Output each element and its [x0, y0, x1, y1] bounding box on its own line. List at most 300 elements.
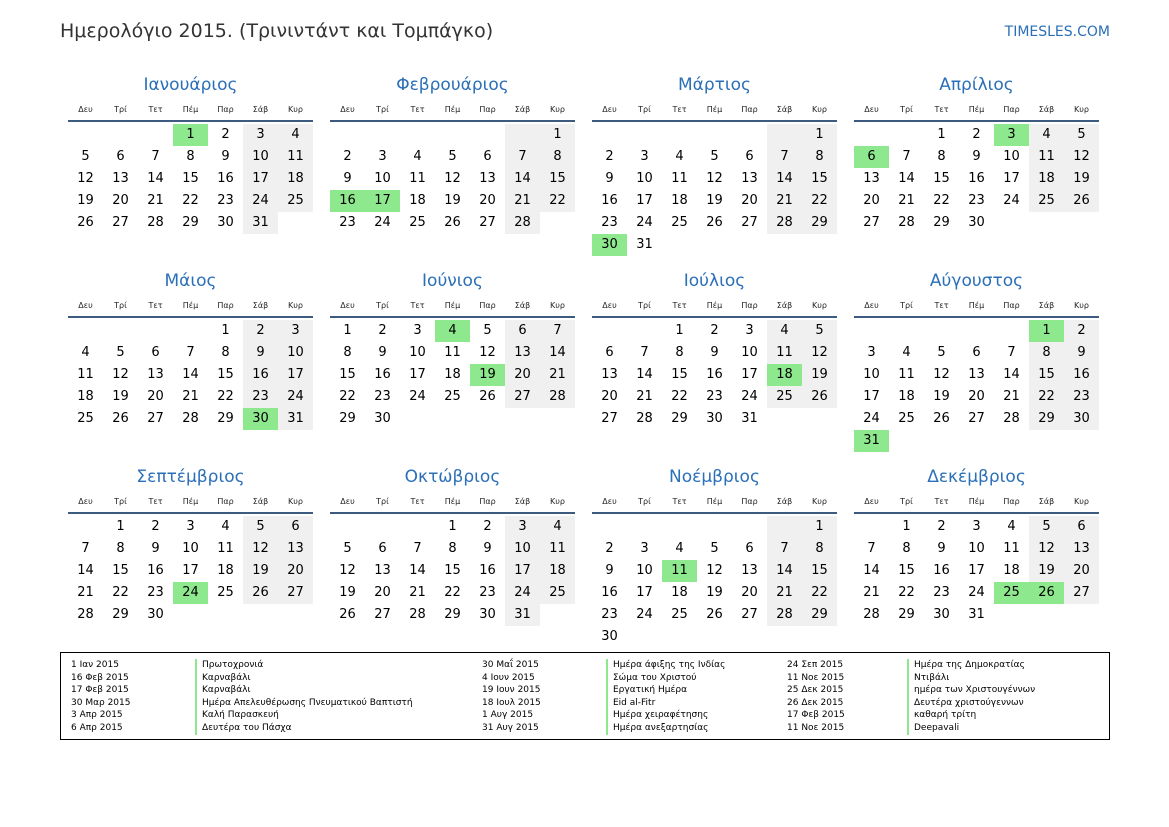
day-cell[interactable]: 21 — [636, 389, 653, 404]
day-cell[interactable]: 4 — [902, 345, 911, 360]
day-cell[interactable]: 31 — [968, 607, 985, 622]
day-cell[interactable]: 23 — [147, 585, 164, 600]
day-cell[interactable]: 25 — [671, 607, 688, 622]
day-cell[interactable]: 19 — [339, 585, 356, 600]
day-cell[interactable]: 14 — [636, 367, 653, 382]
day-cell[interactable]: 30 — [592, 234, 627, 256]
day-cell[interactable]: 5 — [710, 541, 719, 556]
day-cell[interactable]: 2 — [243, 320, 278, 342]
day-cell[interactable]: 3 — [378, 149, 387, 164]
day-cell[interactable]: 4 — [767, 320, 802, 342]
day-cell[interactable]: 27 — [374, 607, 391, 622]
day-cell[interactable]: 1 — [343, 323, 352, 338]
day-cell[interactable]: 24 — [741, 389, 758, 404]
day-cell[interactable]: 5 — [802, 320, 837, 342]
day-cell[interactable]: 20 — [741, 193, 758, 208]
day-cell[interactable]: 17 — [505, 560, 540, 582]
day-cell[interactable]: 16 — [217, 171, 234, 186]
day-cell[interactable]: 3 — [640, 541, 649, 556]
day-cell[interactable]: 29 — [182, 215, 199, 230]
day-cell[interactable]: 11 — [409, 171, 426, 186]
day-cell[interactable]: 28 — [863, 607, 880, 622]
day-cell[interactable]: 2 — [1064, 320, 1099, 342]
day-cell[interactable]: 16 — [243, 364, 278, 386]
day-cell[interactable]: 25 — [278, 190, 313, 212]
day-cell[interactable]: 26 — [706, 607, 723, 622]
day-cell[interactable]: 28 — [77, 607, 94, 622]
day-cell[interactable]: 7 — [81, 541, 90, 556]
day-cell[interactable]: 13 — [505, 342, 540, 364]
day-cell[interactable]: 4 — [675, 149, 684, 164]
day-cell[interactable]: 9 — [972, 149, 981, 164]
day-cell[interactable]: 21 — [409, 585, 426, 600]
day-cell[interactable]: 11 — [77, 367, 94, 382]
day-cell[interactable]: 1 — [221, 323, 230, 338]
day-cell[interactable]: 26 — [933, 411, 950, 426]
day-cell[interactable]: 26 — [112, 411, 129, 426]
day-cell[interactable]: 25 — [767, 386, 802, 408]
day-cell[interactable]: 6 — [605, 345, 614, 360]
day-cell[interactable]: 8 — [540, 146, 575, 168]
day-cell[interactable]: 3 — [505, 516, 540, 538]
day-cell[interactable]: 31 — [505, 604, 540, 626]
day-cell[interactable]: 30 — [243, 408, 278, 430]
day-cell[interactable]: 24 — [409, 389, 426, 404]
day-cell[interactable]: 11 — [898, 367, 915, 382]
day-cell[interactable]: 18 — [444, 367, 461, 382]
day-cell[interactable]: 20 — [741, 585, 758, 600]
day-cell[interactable]: 8 — [116, 541, 125, 556]
day-cell[interactable]: 9 — [937, 541, 946, 556]
day-cell[interactable]: 7 — [902, 149, 911, 164]
day-cell[interactable]: 18 — [898, 389, 915, 404]
day-cell[interactable]: 6 — [745, 541, 754, 556]
day-cell[interactable]: 15 — [540, 168, 575, 190]
day-cell[interactable]: 25 — [217, 585, 234, 600]
day-cell[interactable]: 15 — [671, 367, 688, 382]
day-cell[interactable]: 27 — [968, 411, 985, 426]
day-cell[interactable]: 12 — [243, 538, 278, 560]
day-cell[interactable]: 21 — [182, 389, 199, 404]
day-cell[interactable]: 24 — [863, 411, 880, 426]
day-cell[interactable]: 25 — [444, 389, 461, 404]
day-cell[interactable]: 8 — [802, 538, 837, 560]
day-cell[interactable]: 21 — [898, 193, 915, 208]
day-cell[interactable]: 13 — [147, 367, 164, 382]
day-cell[interactable]: 5 — [448, 149, 457, 164]
day-cell[interactable]: 29 — [1029, 408, 1064, 430]
day-cell[interactable]: 9 — [243, 342, 278, 364]
day-cell[interactable]: 28 — [1003, 411, 1020, 426]
day-cell[interactable]: 17 — [243, 168, 278, 190]
day-cell[interactable]: 22 — [112, 585, 129, 600]
day-cell[interactable]: 13 — [741, 563, 758, 578]
day-cell[interactable]: 6 — [854, 146, 889, 168]
day-cell[interactable]: 20 — [479, 193, 496, 208]
day-cell[interactable]: 22 — [444, 585, 461, 600]
day-cell[interactable]: 27 — [505, 386, 540, 408]
day-cell[interactable]: 17 — [1003, 171, 1020, 186]
day-cell[interactable]: 23 — [479, 585, 496, 600]
day-cell[interactable]: 30 — [374, 411, 391, 426]
day-cell[interactable]: 21 — [767, 190, 802, 212]
day-cell[interactable]: 16 — [1064, 364, 1099, 386]
day-cell[interactable]: 31 — [741, 411, 758, 426]
day-cell[interactable]: 5 — [343, 541, 352, 556]
day-cell[interactable]: 3 — [994, 124, 1029, 146]
day-cell[interactable]: 19 — [706, 585, 723, 600]
day-cell[interactable]: 21 — [540, 364, 575, 386]
day-cell[interactable]: 4 — [1029, 124, 1064, 146]
day-cell[interactable]: 19 — [112, 389, 129, 404]
day-cell[interactable]: 2 — [605, 541, 614, 556]
day-cell[interactable]: 15 — [217, 367, 234, 382]
day-cell[interactable]: 6 — [483, 149, 492, 164]
day-cell[interactable]: 7 — [151, 149, 160, 164]
day-cell[interactable]: 26 — [1064, 190, 1099, 212]
day-cell[interactable]: 11 — [217, 541, 234, 556]
day-cell[interactable]: 2 — [972, 127, 981, 142]
day-cell[interactable]: 7 — [1007, 345, 1016, 360]
day-cell[interactable]: 18 — [540, 560, 575, 582]
day-cell[interactable]: 28 — [147, 215, 164, 230]
day-cell[interactable]: 1 — [116, 519, 125, 534]
day-cell[interactable]: 10 — [1003, 149, 1020, 164]
day-cell[interactable]: 20 — [374, 585, 391, 600]
day-cell[interactable]: 12 — [444, 171, 461, 186]
day-cell[interactable]: 16 — [479, 563, 496, 578]
day-cell[interactable]: 24 — [636, 215, 653, 230]
day-cell[interactable]: 10 — [278, 342, 313, 364]
day-cell[interactable]: 22 — [933, 193, 950, 208]
day-cell[interactable]: 10 — [636, 563, 653, 578]
day-cell[interactable]: 11 — [444, 345, 461, 360]
day-cell[interactable]: 7 — [186, 345, 195, 360]
day-cell[interactable]: 30 — [601, 629, 618, 644]
day-cell[interactable]: 20 — [1064, 560, 1099, 582]
day-cell[interactable]: 5 — [710, 149, 719, 164]
day-cell[interactable]: 3 — [640, 149, 649, 164]
day-cell[interactable]: 22 — [1029, 386, 1064, 408]
day-cell[interactable]: 5 — [116, 345, 125, 360]
day-cell[interactable]: 11 — [662, 560, 697, 582]
day-cell[interactable]: 6 — [1064, 516, 1099, 538]
day-cell[interactable]: 27 — [112, 215, 129, 230]
day-cell[interactable]: 20 — [863, 193, 880, 208]
day-cell[interactable]: 11 — [671, 171, 688, 186]
day-cell[interactable]: 22 — [802, 190, 837, 212]
day-cell[interactable]: 16 — [933, 563, 950, 578]
day-cell[interactable]: 20 — [147, 389, 164, 404]
day-cell[interactable]: 18 — [409, 193, 426, 208]
day-cell[interactable]: 5 — [1064, 124, 1099, 146]
day-cell[interactable]: 14 — [147, 171, 164, 186]
day-cell[interactable]: 28 — [505, 212, 540, 234]
day-cell[interactable]: 16 — [374, 367, 391, 382]
day-cell[interactable]: 1 — [675, 323, 684, 338]
day-cell[interactable]: 4 — [278, 124, 313, 146]
day-cell[interactable]: 16 — [706, 367, 723, 382]
day-cell[interactable]: 13 — [374, 563, 391, 578]
day-cell[interactable]: 1 — [802, 516, 837, 538]
day-cell[interactable]: 6 — [972, 345, 981, 360]
day-cell[interactable]: 2 — [343, 149, 352, 164]
day-cell[interactable]: 31 — [854, 430, 889, 452]
day-cell[interactable]: 12 — [706, 563, 723, 578]
day-cell[interactable]: 3 — [413, 323, 422, 338]
day-cell[interactable]: 8 — [448, 541, 457, 556]
day-cell[interactable]: 9 — [221, 149, 230, 164]
day-cell[interactable]: 13 — [601, 367, 618, 382]
day-cell[interactable]: 21 — [863, 585, 880, 600]
day-cell[interactable]: 18 — [767, 364, 802, 386]
day-cell[interactable]: 14 — [409, 563, 426, 578]
day-cell[interactable]: 2 — [151, 519, 160, 534]
day-cell[interactable]: 25 — [898, 411, 915, 426]
day-cell[interactable]: 1 — [902, 519, 911, 534]
day-cell[interactable]: 11 — [278, 146, 313, 168]
day-cell[interactable]: 7 — [867, 541, 876, 556]
day-cell[interactable]: 5 — [1029, 516, 1064, 538]
day-cell[interactable]: 10 — [505, 538, 540, 560]
day-cell[interactable]: 14 — [767, 168, 802, 190]
day-cell[interactable]: 19 — [802, 364, 837, 386]
day-cell[interactable]: 28 — [898, 215, 915, 230]
day-cell[interactable]: 19 — [706, 193, 723, 208]
day-cell[interactable]: 30 — [479, 607, 496, 622]
day-cell[interactable]: 7 — [767, 146, 802, 168]
day-cell[interactable]: 26 — [802, 386, 837, 408]
day-cell[interactable]: 6 — [151, 345, 160, 360]
day-cell[interactable]: 22 — [217, 389, 234, 404]
day-cell[interactable]: 4 — [540, 516, 575, 538]
day-cell[interactable]: 12 — [933, 367, 950, 382]
day-cell[interactable]: 27 — [741, 215, 758, 230]
day-cell[interactable]: 26 — [706, 215, 723, 230]
day-cell[interactable]: 9 — [605, 563, 614, 578]
day-cell[interactable]: 22 — [339, 389, 356, 404]
day-cell[interactable]: 2 — [605, 149, 614, 164]
day-cell[interactable]: 19 — [1064, 168, 1099, 190]
day-cell[interactable]: 14 — [767, 560, 802, 582]
day-cell[interactable]: 4 — [1007, 519, 1016, 534]
day-cell[interactable]: 8 — [221, 345, 230, 360]
day-cell[interactable]: 15 — [182, 171, 199, 186]
day-cell[interactable]: 17 — [278, 364, 313, 386]
day-cell[interactable]: 1 — [937, 127, 946, 142]
day-cell[interactable]: 29 — [112, 607, 129, 622]
day-cell[interactable]: 22 — [182, 193, 199, 208]
day-cell[interactable]: 12 — [1029, 538, 1064, 560]
day-cell[interactable]: 10 — [243, 146, 278, 168]
day-cell[interactable]: 9 — [151, 541, 160, 556]
day-cell[interactable]: 27 — [863, 215, 880, 230]
day-cell[interactable]: 9 — [1064, 342, 1099, 364]
day-cell[interactable]: 31 — [636, 237, 653, 252]
day-cell[interactable]: 23 — [601, 607, 618, 622]
day-cell[interactable]: 27 — [147, 411, 164, 426]
day-cell[interactable]: 14 — [1003, 367, 1020, 382]
day-cell[interactable]: 16 — [601, 585, 618, 600]
day-cell[interactable]: 25 — [77, 411, 94, 426]
day-cell[interactable]: 26 — [1029, 582, 1064, 604]
day-cell[interactable]: 12 — [479, 345, 496, 360]
day-cell[interactable]: 15 — [802, 560, 837, 582]
day-cell[interactable]: 28 — [182, 411, 199, 426]
day-cell[interactable]: 28 — [767, 212, 802, 234]
day-cell[interactable]: 14 — [77, 563, 94, 578]
day-cell[interactable]: 16 — [601, 193, 618, 208]
day-cell[interactable]: 15 — [339, 367, 356, 382]
day-cell[interactable]: 10 — [409, 345, 426, 360]
day-cell[interactable]: 14 — [863, 563, 880, 578]
day-cell[interactable]: 16 — [330, 190, 365, 212]
day-cell[interactable]: 19 — [444, 193, 461, 208]
day-cell[interactable]: 4 — [221, 519, 230, 534]
day-cell[interactable]: 15 — [802, 168, 837, 190]
day-cell[interactable]: 26 — [479, 389, 496, 404]
day-cell[interactable]: 15 — [933, 171, 950, 186]
day-cell[interactable]: 17 — [636, 585, 653, 600]
day-cell[interactable]: 21 — [77, 585, 94, 600]
day-cell[interactable]: 22 — [802, 582, 837, 604]
day-cell[interactable]: 18 — [217, 563, 234, 578]
day-cell[interactable]: 2 — [937, 519, 946, 534]
day-cell[interactable]: 1 — [1029, 320, 1064, 342]
day-cell[interactable]: 26 — [243, 582, 278, 604]
day-cell[interactable]: 19 — [77, 193, 94, 208]
day-cell[interactable]: 2 — [710, 323, 719, 338]
day-cell[interactable]: 13 — [278, 538, 313, 560]
day-cell[interactable]: 8 — [937, 149, 946, 164]
day-cell[interactable]: 3 — [186, 519, 195, 534]
day-cell[interactable]: 18 — [1029, 168, 1064, 190]
day-cell[interactable]: 8 — [902, 541, 911, 556]
day-cell[interactable]: 22 — [671, 389, 688, 404]
day-cell[interactable]: 11 — [1003, 541, 1020, 556]
day-cell[interactable]: 30 — [147, 607, 164, 622]
day-cell[interactable]: 29 — [933, 215, 950, 230]
day-cell[interactable]: 15 — [444, 563, 461, 578]
day-cell[interactable]: 24 — [173, 582, 208, 604]
day-cell[interactable]: 13 — [112, 171, 129, 186]
day-cell[interactable]: 1 — [448, 519, 457, 534]
day-cell[interactable]: 13 — [968, 367, 985, 382]
day-cell[interactable]: 19 — [470, 364, 505, 386]
day-cell[interactable]: 18 — [77, 389, 94, 404]
day-cell[interactable]: 23 — [968, 193, 985, 208]
day-cell[interactable]: 14 — [540, 342, 575, 364]
day-cell[interactable]: 12 — [339, 563, 356, 578]
day-cell[interactable]: 19 — [1029, 560, 1064, 582]
day-cell[interactable]: 7 — [413, 541, 422, 556]
day-cell[interactable]: 9 — [343, 171, 352, 186]
day-cell[interactable]: 27 — [601, 411, 618, 426]
day-cell[interactable]: 19 — [243, 560, 278, 582]
day-cell[interactable]: 17 — [968, 563, 985, 578]
day-cell[interactable]: 14 — [898, 171, 915, 186]
day-cell[interactable]: 26 — [444, 215, 461, 230]
day-cell[interactable]: 27 — [278, 582, 313, 604]
day-cell[interactable]: 29 — [802, 604, 837, 626]
day-cell[interactable]: 29 — [217, 411, 234, 426]
day-cell[interactable]: 22 — [898, 585, 915, 600]
day-cell[interactable]: 30 — [968, 215, 985, 230]
day-cell[interactable]: 18 — [671, 193, 688, 208]
day-cell[interactable]: 23 — [706, 389, 723, 404]
day-cell[interactable]: 9 — [710, 345, 719, 360]
day-cell[interactable]: 8 — [186, 149, 195, 164]
day-cell[interactable]: 23 — [601, 215, 618, 230]
day-cell[interactable]: 14 — [505, 168, 540, 190]
day-cell[interactable]: 28 — [540, 386, 575, 408]
day-cell[interactable]: 1 — [173, 124, 208, 146]
day-cell[interactable]: 18 — [278, 168, 313, 190]
day-cell[interactable]: 30 — [706, 411, 723, 426]
day-cell[interactable]: 10 — [374, 171, 391, 186]
day-cell[interactable]: 30 — [217, 215, 234, 230]
day-cell[interactable]: 27 — [479, 215, 496, 230]
day-cell[interactable]: 1 — [802, 124, 837, 146]
day-cell[interactable]: 23 — [1064, 386, 1099, 408]
day-cell[interactable]: 3 — [243, 124, 278, 146]
day-cell[interactable]: 2 — [221, 127, 230, 142]
day-cell[interactable]: 24 — [968, 585, 985, 600]
day-cell[interactable]: 21 — [1003, 389, 1020, 404]
day-cell[interactable]: 17 — [409, 367, 426, 382]
day-cell[interactable]: 24 — [278, 386, 313, 408]
day-cell[interactable]: 17 — [365, 190, 400, 212]
day-cell[interactable]: 18 — [671, 585, 688, 600]
day-cell[interactable]: 20 — [505, 364, 540, 386]
day-cell[interactable]: 12 — [802, 342, 837, 364]
day-cell[interactable]: 17 — [863, 389, 880, 404]
day-cell[interactable]: 27 — [1064, 582, 1099, 604]
day-cell[interactable]: 13 — [479, 171, 496, 186]
day-cell[interactable]: 20 — [968, 389, 985, 404]
day-cell[interactable]: 19 — [933, 389, 950, 404]
day-cell[interactable]: 13 — [863, 171, 880, 186]
day-cell[interactable]: 24 — [505, 582, 540, 604]
day-cell[interactable]: 29 — [802, 212, 837, 234]
day-cell[interactable]: 22 — [540, 190, 575, 212]
day-cell[interactable]: 7 — [505, 146, 540, 168]
day-cell[interactable]: 6 — [378, 541, 387, 556]
day-cell[interactable]: 28 — [636, 411, 653, 426]
day-cell[interactable]: 24 — [374, 215, 391, 230]
day-cell[interactable]: 10 — [741, 345, 758, 360]
day-cell[interactable]: 6 — [505, 320, 540, 342]
day-cell[interactable]: 26 — [77, 215, 94, 230]
day-cell[interactable]: 9 — [605, 171, 614, 186]
day-cell[interactable]: 17 — [182, 563, 199, 578]
day-cell[interactable]: 11 — [540, 538, 575, 560]
day-cell[interactable]: 4 — [435, 320, 470, 342]
day-cell[interactable]: 25 — [671, 215, 688, 230]
day-cell[interactable]: 12 — [1064, 146, 1099, 168]
day-cell[interactable]: 12 — [77, 171, 94, 186]
day-cell[interactable]: 4 — [413, 149, 422, 164]
day-cell[interactable]: 28 — [767, 604, 802, 626]
day-cell[interactable]: 4 — [675, 541, 684, 556]
day-cell[interactable]: 5 — [81, 149, 90, 164]
day-cell[interactable]: 23 — [243, 386, 278, 408]
day-cell[interactable]: 15 — [898, 563, 915, 578]
day-cell[interactable]: 10 — [863, 367, 880, 382]
day-cell[interactable]: 21 — [147, 193, 164, 208]
day-cell[interactable]: 26 — [339, 607, 356, 622]
day-cell[interactable]: 29 — [671, 411, 688, 426]
